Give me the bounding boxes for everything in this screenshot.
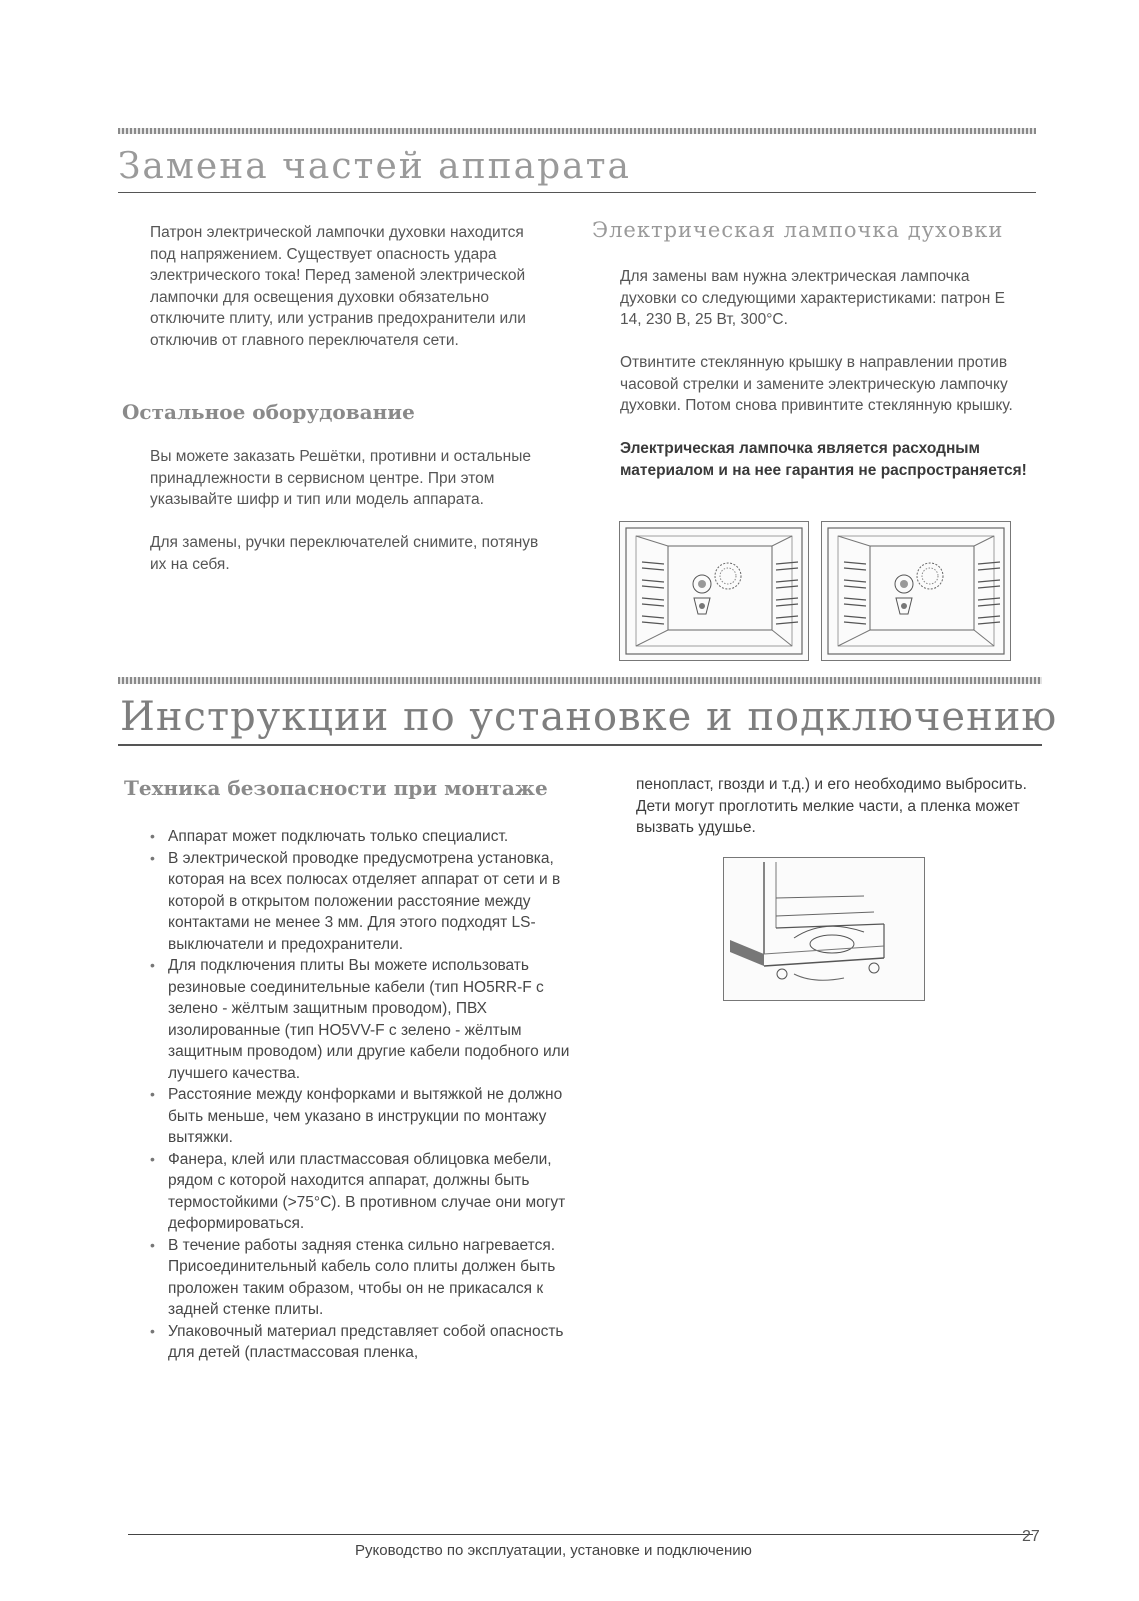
- list-item: • Фанера, клей или пластмассовая облицовка мебели, рядом с которой находится аппарат, должны быть термостойкими (>75°С). В противном случае они могут деформироваться.: [150, 1149, 575, 1235]
- list-item: • В течение работы задняя стенка сильно нагревается. Присоединительный кабель соло плиты должен быть проложен таким образом, чтобы он не прикасался к задней стенке плиты.: [150, 1235, 575, 1321]
- installation-safety-list: [150, 826, 575, 1364]
- oven-lamp-text-2: Отвинтите стеклянную крышку в направлении против часовой стрелки и замените электрическую лампочку духовки. Потом снова привинтите стеклянную крышку.: [620, 354, 1013, 414]
- list-item: • Аппарат может подключать только специалист.: [150, 826, 575, 848]
- footer-rule: [128, 1534, 1033, 1535]
- section1-title-underline: [118, 192, 1036, 193]
- oven-cavity-icon: [822, 522, 1010, 660]
- oven-illustration-left: [619, 521, 809, 661]
- section1-title: Замена частей аппарата: [118, 146, 631, 187]
- list-item: • Упаковочный материал представляет собой опасность для детей (пластмассовая пленка,: [150, 1321, 575, 1364]
- packaging-continuation-text: пенопласт, гвозди и т.д.) и его необходимо выбросить. Дети могут проглотить мелкие части, а пленка может вызвать удушье.: [636, 776, 1027, 836]
- list-item: • В электрической проводке предусмотрена установка, которая на всех полюсах отделяет аппарат от сети и в которой в открытом положении расстояние между контактами не менее 3 мм. Для этого подходят LS-выключатели и предохранители.: [150, 848, 575, 956]
- installation-safety-heading: Техника безопасности при монтаже: [124, 776, 548, 800]
- page-number: 27: [1022, 1528, 1040, 1545]
- installation-illustration: [723, 857, 925, 1001]
- oven-lamp-heading: Электрическая лампочка духовки: [592, 218, 1004, 242]
- list-item: • Расстояние между конфорками и вытяжкой не должно быть меньше, чем указано в инструкции по монтажу вытяжки.: [150, 1084, 575, 1149]
- oven-lamp-warning-bold: Электрическая лампочка является расходным материалом и на нее гарантия не распространяется!: [620, 440, 1027, 479]
- footer-text: Руководство по эксплуатации, установке и подключению: [355, 1542, 752, 1559]
- lamp-warning-text: Патрон электрической лампочки духовки находится под напряжением. Существует опасность удара электрического тока! Перед заменой электрической лампочки для освещения духовки обязательно отключите плиту, или устранив предохранители или отключив от главного переключателя сети.: [150, 224, 526, 349]
- list-item: • Для подключения плиты Вы можете использовать резиновые соединительные кабели (тип HO5RR-F с зелено - жёлтым защитным проводом), ПВХ изолированные (тип HO5VV-F с зелено - жёлтым защитным проводом) или другие кабели подобного или лучшего качества.: [150, 955, 575, 1084]
- section1-top-rule: [118, 128, 1036, 134]
- oven-illustration-right: [821, 521, 1011, 661]
- section2-top-rule: [118, 677, 1042, 684]
- oven-cavity-icon: [620, 522, 808, 660]
- other-equipment-text-2: Для замены, ручки переключателей снимите, потянув их на себя.: [150, 534, 539, 573]
- other-equipment-text-1: Вы можете заказать Решётки, противни и остальные принадлежности в сервисном центре. При этом указывайте шифр и тип или модель аппарата.: [150, 448, 531, 508]
- cabinet-drawer-icon: [724, 858, 924, 1000]
- oven-lamp-text-1: Для замены вам нужна электрическая лампочка духовки со следующими характеристиками: патрон Е 14, 230 В, 25 Вт, 300°С.: [620, 268, 1005, 328]
- oven-lamp-warning: [620, 438, 1030, 481]
- other-equipment-heading: Остальное оборудование: [122, 400, 415, 424]
- section2-title-underline: [118, 744, 1042, 746]
- section2-title: Инструкции по установке и подключению: [120, 694, 1058, 740]
